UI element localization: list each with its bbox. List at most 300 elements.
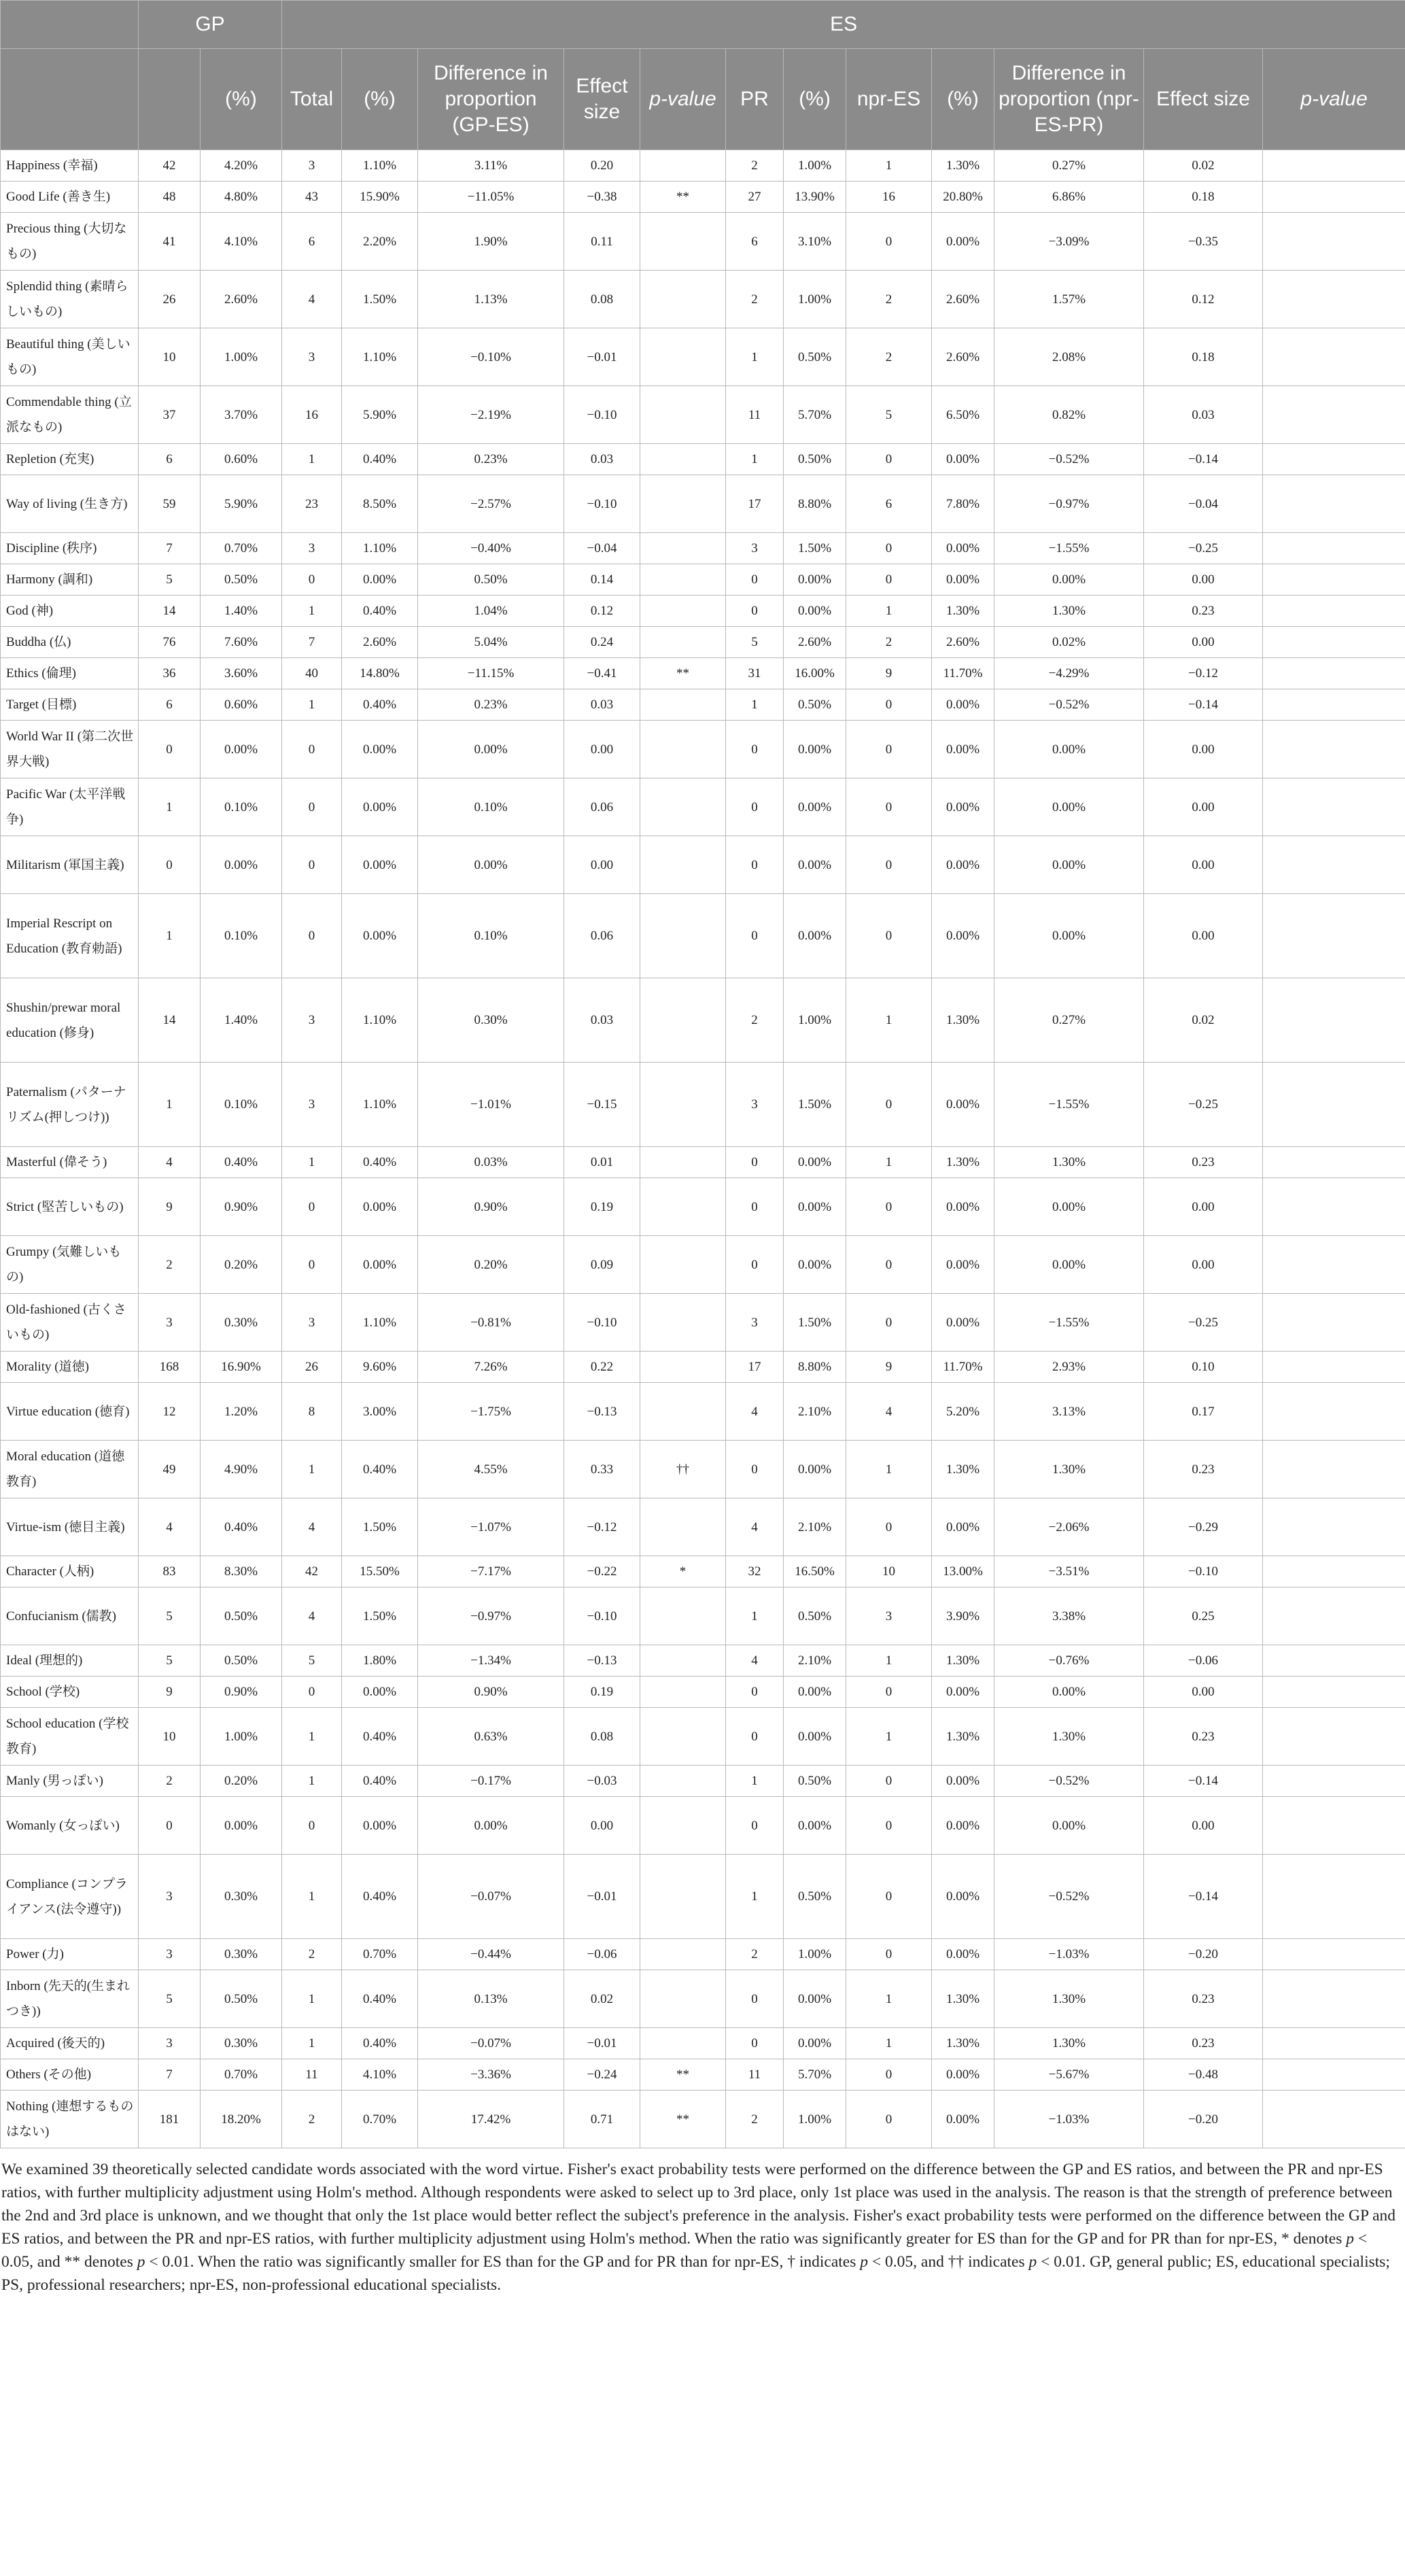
table-cell: 17 <box>726 475 784 533</box>
table-cell: 0 <box>846 894 932 978</box>
table-cell: 0.20% <box>418 1236 564 1294</box>
table-cell: 0.00 <box>564 836 640 894</box>
table-cell: 0.00% <box>784 836 846 894</box>
table-row <box>1 596 1405 627</box>
table-cell: 0.00 <box>1144 564 1263 596</box>
table-row <box>1 1352 1405 1383</box>
table-cell: 7 <box>282 627 342 658</box>
table-cell: 5.70% <box>784 2059 846 2091</box>
table-cell: 4.80% <box>201 182 282 213</box>
table-cell: 1 <box>282 1855 342 1939</box>
table-cell: 1.30% <box>932 1645 994 1677</box>
table-row <box>1 1383 1405 1441</box>
table-cell: 2 <box>726 2091 784 2148</box>
table-cell: 0.30% <box>201 1855 282 1939</box>
table-cell: 0.02 <box>1144 978 1263 1063</box>
table-cell: −0.52% <box>994 689 1144 721</box>
table-cell: 1.10% <box>342 328 418 386</box>
table-cell: 1.00% <box>784 1939 846 1970</box>
row-label: Imperial Rescript on Education (教育勅語) <box>1 894 139 978</box>
table-cell: 1 <box>846 978 932 1063</box>
table-cell: −0.40% <box>418 533 564 564</box>
table-cell: 10 <box>846 1556 932 1587</box>
table-row <box>1 271 1405 328</box>
row-label: Target (目標) <box>1 689 139 721</box>
table-cell: 0.23 <box>1144 1970 1263 2028</box>
table-cell: 181 <box>139 2091 201 2148</box>
table-cell: 1.50% <box>784 1063 846 1147</box>
table-cell: 3 <box>139 1939 201 1970</box>
table-cell <box>640 1939 726 1970</box>
table-row <box>1 1587 1405 1645</box>
table-cell: 0 <box>846 2059 932 2091</box>
table-cell: 0.00% <box>342 836 418 894</box>
table-cell: −0.14 <box>1144 689 1263 721</box>
table-cell: 1 <box>139 1063 201 1147</box>
table-cell: 0.50% <box>201 564 282 596</box>
row-label: Pacific War (太平洋戦争) <box>1 778 139 836</box>
table-cell: 1 <box>139 894 201 978</box>
table-cell: 0 <box>726 894 784 978</box>
table-cell: 3 <box>282 533 342 564</box>
table-cell: −1.03% <box>994 1939 1144 1970</box>
table-cell: 0.10% <box>201 894 282 978</box>
table-cell: 14.80% <box>342 658 418 689</box>
table-cell: 0 <box>726 778 784 836</box>
table-cell: 1 <box>726 1855 784 1939</box>
table-cell: 0 <box>846 1677 932 1708</box>
table-cell: 1.10% <box>342 1063 418 1147</box>
table-cell: 0.00 <box>1144 1797 1263 1855</box>
table-cell: 0.00% <box>784 778 846 836</box>
table-cell: 4 <box>726 1498 784 1556</box>
table-row <box>1 1441 1405 1498</box>
table-cell: 16.90% <box>201 1352 282 1383</box>
table-cell: 0 <box>726 564 784 596</box>
table-cell: 1.90% <box>418 213 564 271</box>
table-cell: 37 <box>139 386 201 444</box>
table-cell: 2 <box>726 1939 784 1970</box>
table-cell: 3 <box>139 1294 201 1352</box>
table-cell: 2.20% <box>342 213 418 271</box>
row-label: Grumpy (気難しいもの) <box>1 1236 139 1294</box>
table-cell: 0.50% <box>784 1855 846 1939</box>
table-cell: 5 <box>139 564 201 596</box>
table-cell: 0 <box>139 1797 201 1855</box>
table-cell: 4 <box>726 1645 784 1677</box>
table-cell: 0.00% <box>418 1797 564 1855</box>
header-blank <box>1 1 139 49</box>
table-cell: 26 <box>139 271 201 328</box>
table-cell: 26 <box>282 1352 342 1383</box>
table-cell: 4 <box>139 1147 201 1178</box>
table-cell <box>640 1970 726 2028</box>
table-cell: 0.40% <box>342 1708 418 1766</box>
table-cell: 0.00% <box>784 1441 846 1498</box>
table-cell <box>640 1677 726 1708</box>
table-cell: 0.00% <box>932 836 994 894</box>
table-cell: 9 <box>846 658 932 689</box>
table-cell: 0.40% <box>342 1766 418 1797</box>
table-cell <box>640 2028 726 2059</box>
table-cell: 0.00% <box>932 2059 994 2091</box>
table-cell: 2.60% <box>342 627 418 658</box>
table-cell <box>1263 1236 1405 1294</box>
table-row <box>1 1766 1405 1797</box>
row-label: Character (人柄) <box>1 1556 139 1587</box>
table-cell: 3 <box>139 2028 201 2059</box>
table-cell <box>640 150 726 182</box>
table-cell: −0.15 <box>564 1063 640 1147</box>
table-cell: 5.90% <box>342 386 418 444</box>
table-cell: 0.00% <box>994 564 1144 596</box>
table-cell: 0.00 <box>1144 721 1263 778</box>
table-cell: 20.80% <box>932 182 994 213</box>
table-cell: 1.30% <box>932 1147 994 1178</box>
table-cell: 0.13% <box>418 1970 564 2028</box>
table-cell: 0 <box>846 1766 932 1797</box>
table-cell: 0.00% <box>784 721 846 778</box>
column-header-14: p-value <box>1263 49 1405 150</box>
table-cell: 0 <box>846 1498 932 1556</box>
table-cell: 6 <box>846 475 932 533</box>
table-cell: 1 <box>846 150 932 182</box>
table-cell: 0.00% <box>932 1498 994 1556</box>
table-cell: 83 <box>139 1556 201 1587</box>
table-cell: 1 <box>846 596 932 627</box>
row-label: Inborn (先天的(生まれつき)) <box>1 1970 139 2028</box>
table-cell: 0.70% <box>201 533 282 564</box>
table-cell: 1.30% <box>932 2028 994 2059</box>
table-cell: 0.02% <box>994 627 1144 658</box>
table-cell <box>1263 1498 1405 1556</box>
table-cell: 1 <box>282 689 342 721</box>
table-row <box>1 1178 1405 1236</box>
table-cell: 0 <box>726 1797 784 1855</box>
table-cell: −0.38 <box>564 182 640 213</box>
table-cell: 0.00% <box>342 778 418 836</box>
table-cell: 1.10% <box>342 533 418 564</box>
table-cell: 0 <box>726 596 784 627</box>
row-label: World War II (第二次世界大戦) <box>1 721 139 778</box>
table-cell: 0.08 <box>564 1708 640 1766</box>
table-cell: 1 <box>726 328 784 386</box>
table-cell <box>1263 1294 1405 1352</box>
table-cell: 3.38% <box>994 1587 1144 1645</box>
row-label: Virtue education (徳育) <box>1 1383 139 1441</box>
table-cell: 0.03 <box>564 689 640 721</box>
table-cell: 0.30% <box>201 2028 282 2059</box>
table-cell: 3.10% <box>784 213 846 271</box>
footnote-text-5: < 0.01. GP, general public; ES, educational specialists; PS, professional researchers; npr-ES, non-professional educational specialists. <box>1 2253 1390 2294</box>
table-cell: 0.00 <box>1144 627 1263 658</box>
table-cell: 0.40% <box>342 2028 418 2059</box>
table-cell <box>640 721 726 778</box>
table-cell: 0 <box>726 1970 784 2028</box>
table-cell: 1.10% <box>342 150 418 182</box>
table-cell: 0.50% <box>201 1587 282 1645</box>
table-cell <box>1263 2028 1405 2059</box>
table-cell: ** <box>640 182 726 213</box>
table-cell: 0.00% <box>784 1236 846 1294</box>
table-cell: 10 <box>139 1708 201 1766</box>
table-cell: 3 <box>282 1294 342 1352</box>
table-cell: 0.00% <box>932 564 994 596</box>
table-row <box>1 1939 1405 1970</box>
table-cell: 1.30% <box>932 1441 994 1498</box>
table-cell: 0.82% <box>994 386 1144 444</box>
table-cell: 8.80% <box>784 1352 846 1383</box>
table-cell: 0.00% <box>784 564 846 596</box>
table-cell: 0 <box>846 1855 932 1939</box>
table-cell: 1.00% <box>784 2091 846 2148</box>
table-cell: 0.70% <box>201 2059 282 2091</box>
table-cell <box>640 328 726 386</box>
table-cell <box>1263 2091 1405 2148</box>
table-cell: 12 <box>139 1383 201 1441</box>
table-cell <box>640 1766 726 1797</box>
table-cell: 23 <box>282 475 342 533</box>
table-cell: 0.02 <box>1144 150 1263 182</box>
table-cell: −0.06 <box>564 1939 640 1970</box>
table-cell: 0 <box>139 721 201 778</box>
table-cell: 1.40% <box>201 978 282 1063</box>
table-cell: 0.00% <box>784 1677 846 1708</box>
table-row <box>1 1147 1405 1178</box>
table-cell: 0.00% <box>932 689 994 721</box>
table-row <box>1 721 1405 778</box>
table-cell: 0.90% <box>201 1677 282 1708</box>
table-cell: −3.36% <box>418 2059 564 2091</box>
table-cell: 0.10% <box>201 778 282 836</box>
table-cell: 0.00% <box>784 1178 846 1236</box>
footnote-text-4: < 0.05, and †† indicates <box>868 2253 1029 2271</box>
table-cell: 0.70% <box>342 2091 418 2148</box>
table-cell <box>1263 1352 1405 1383</box>
table-cell: 49 <box>139 1441 201 1498</box>
table-cell: 0.23 <box>1144 2028 1263 2059</box>
table-cell: 2 <box>726 978 784 1063</box>
table-cell: 0.00% <box>342 564 418 596</box>
table-cell: 0.12 <box>564 596 640 627</box>
table-cell: 0.20% <box>201 1766 282 1797</box>
table-cell: 1.50% <box>784 533 846 564</box>
table-cell: 0.00% <box>994 836 1144 894</box>
table-cell: 2.08% <box>994 328 1144 386</box>
table-cell: 1.10% <box>342 1294 418 1352</box>
table-cell: 0.60% <box>201 444 282 475</box>
table-cell: 0.00% <box>932 1294 994 1352</box>
table-row <box>1 213 1405 271</box>
table-cell: 1 <box>846 1970 932 2028</box>
table-row <box>1 386 1405 444</box>
table-cell: −1.34% <box>418 1645 564 1677</box>
table-cell: 0.20% <box>201 1236 282 1294</box>
row-label: Shushin/prewar moral education (修身) <box>1 978 139 1063</box>
table-cell <box>1263 1970 1405 2028</box>
table-cell: 6 <box>282 213 342 271</box>
table-cell: 1.20% <box>201 1383 282 1441</box>
table-cell: −0.10 <box>564 475 640 533</box>
table-cell <box>640 564 726 596</box>
table-cell: 0.00% <box>784 1147 846 1178</box>
table-cell: 0.40% <box>342 1855 418 1939</box>
table-cell: 0.50% <box>784 328 846 386</box>
table-cell: 3.70% <box>201 386 282 444</box>
table-cell: 0.40% <box>201 1147 282 1178</box>
table-cell: 0.20 <box>564 150 640 182</box>
row-label: Strict (堅苦しいもの) <box>1 1178 139 1236</box>
table-header <box>1 1 1405 150</box>
table-cell: −0.10 <box>564 1587 640 1645</box>
table-cell: 0.25 <box>1144 1587 1263 1645</box>
table-cell: 1 <box>846 1645 932 1677</box>
table-row <box>1 627 1405 658</box>
table-cell: 1 <box>726 689 784 721</box>
table-cell: 1 <box>726 1587 784 1645</box>
table-cell: 0.18 <box>1144 182 1263 213</box>
column-header-7: p-value <box>640 49 726 150</box>
table-cell: 1.30% <box>994 1708 1144 1766</box>
table-cell: 0 <box>282 1178 342 1236</box>
table-cell: 1 <box>139 778 201 836</box>
row-label: School education (学校教育) <box>1 1708 139 1766</box>
table-cell: 0.00% <box>784 1708 846 1766</box>
table-cell: 0 <box>726 1236 784 1294</box>
table-cell: 11 <box>726 2059 784 2091</box>
table-cell: 4.90% <box>201 1441 282 1498</box>
table-cell: 1.80% <box>342 1645 418 1677</box>
table-cell: 7 <box>139 2059 201 2091</box>
table-cell: −3.09% <box>994 213 1144 271</box>
table-cell: 0 <box>846 533 932 564</box>
table-cell: 2.60% <box>932 627 994 658</box>
table-cell <box>1263 271 1405 328</box>
table-cell <box>1263 475 1405 533</box>
table-row <box>1 444 1405 475</box>
column-header-0 <box>1 49 139 150</box>
table-cell: 0.02 <box>564 1970 640 2028</box>
column-header-6: Effect size <box>564 49 640 150</box>
row-label: School (学校) <box>1 1677 139 1708</box>
table-row <box>1 1797 1405 1855</box>
row-label: Beautiful thing (美しいもの) <box>1 328 139 386</box>
table-cell: 0.00 <box>1144 836 1263 894</box>
table-row <box>1 2059 1405 2091</box>
table-cell: 0.50% <box>784 1766 846 1797</box>
table-cell <box>640 627 726 658</box>
row-label: Acquired (後天的) <box>1 2028 139 2059</box>
header-gp: GP <box>139 1 282 49</box>
table-cell <box>640 894 726 978</box>
column-header-3: Total <box>282 49 342 150</box>
table-cell: 1.30% <box>994 596 1144 627</box>
table-cell: 1.30% <box>932 978 994 1063</box>
table-cell: −0.17% <box>418 1766 564 1797</box>
table-cell <box>1263 1766 1405 1797</box>
row-label: Happiness (幸福) <box>1 150 139 182</box>
table-row <box>1 1855 1405 1939</box>
table-cell: 8.50% <box>342 475 418 533</box>
table-cell: 0 <box>139 836 201 894</box>
table-cell: 11 <box>282 2059 342 2091</box>
table-cell: −0.44% <box>418 1939 564 1970</box>
table-cell: 6 <box>726 213 784 271</box>
table-cell: −0.97% <box>418 1587 564 1645</box>
table-cell: 1 <box>282 444 342 475</box>
table-cell: 0.19 <box>564 1677 640 1708</box>
table-cell <box>640 836 726 894</box>
column-header-11: (%) <box>932 49 994 150</box>
table-cell: 0 <box>846 1939 932 1970</box>
table-cell: 13.90% <box>784 182 846 213</box>
table-cell <box>640 596 726 627</box>
table-cell: 2 <box>139 1766 201 1797</box>
table-cell <box>1263 1939 1405 1970</box>
footnote-p-2: p <box>137 2253 145 2271</box>
table-cell <box>640 1498 726 1556</box>
table-row <box>1 182 1405 213</box>
table-cell: 1.50% <box>342 1587 418 1645</box>
table-row <box>1 1556 1405 1587</box>
table-cell: −1.03% <box>994 2091 1144 2148</box>
table-cell: 0 <box>282 836 342 894</box>
table-cell: 3 <box>846 1587 932 1645</box>
table-cell: −0.52% <box>994 1766 1144 1797</box>
table-cell: †† <box>640 1441 726 1498</box>
table-cell: −0.35 <box>1144 213 1263 271</box>
table-cell: 1.30% <box>932 1970 994 2028</box>
table-cell: 0.00% <box>342 721 418 778</box>
table-cell: 16.00% <box>784 658 846 689</box>
row-label: Way of living (生き方) <box>1 475 139 533</box>
table-cell <box>640 386 726 444</box>
table-cell: 0.00% <box>342 1797 418 1855</box>
table-cell <box>1263 564 1405 596</box>
table-cell: 0.11 <box>564 213 640 271</box>
table-cell: 1.57% <box>994 271 1144 328</box>
table-cell: 1.50% <box>342 1498 418 1556</box>
table-cell: 6 <box>139 444 201 475</box>
table-cell: 4.55% <box>418 1441 564 1498</box>
table-cell: 2 <box>846 271 932 328</box>
table-cell: 0.03% <box>418 1147 564 1178</box>
table-cell: 5 <box>726 627 784 658</box>
table-cell <box>1263 1587 1405 1645</box>
table-cell: 2 <box>726 271 784 328</box>
table-row <box>1 1970 1405 2028</box>
table-row <box>1 1498 1405 1556</box>
table-cell: 0.50% <box>201 1970 282 2028</box>
table-cell: 0.03 <box>1144 386 1263 444</box>
table-cell: −1.75% <box>418 1383 564 1441</box>
table-cell: 1.00% <box>784 978 846 1063</box>
table-cell: 0.00% <box>932 894 994 978</box>
table-cell: 0 <box>846 836 932 894</box>
table-row <box>1 475 1405 533</box>
table-cell: −0.10 <box>1144 1556 1263 1587</box>
table-row <box>1 1063 1405 1147</box>
table-cell <box>1263 533 1405 564</box>
table-cell: 0.00% <box>201 721 282 778</box>
table-cell: 0.00% <box>932 1178 994 1236</box>
table-cell <box>640 1587 726 1645</box>
row-label: Ideal (理想的) <box>1 1645 139 1677</box>
row-label: Splendid thing (素晴らしいもの) <box>1 271 139 328</box>
table-cell: 0 <box>846 444 932 475</box>
table-cell <box>1263 1708 1405 1766</box>
table-cell: 11.70% <box>932 1352 994 1383</box>
